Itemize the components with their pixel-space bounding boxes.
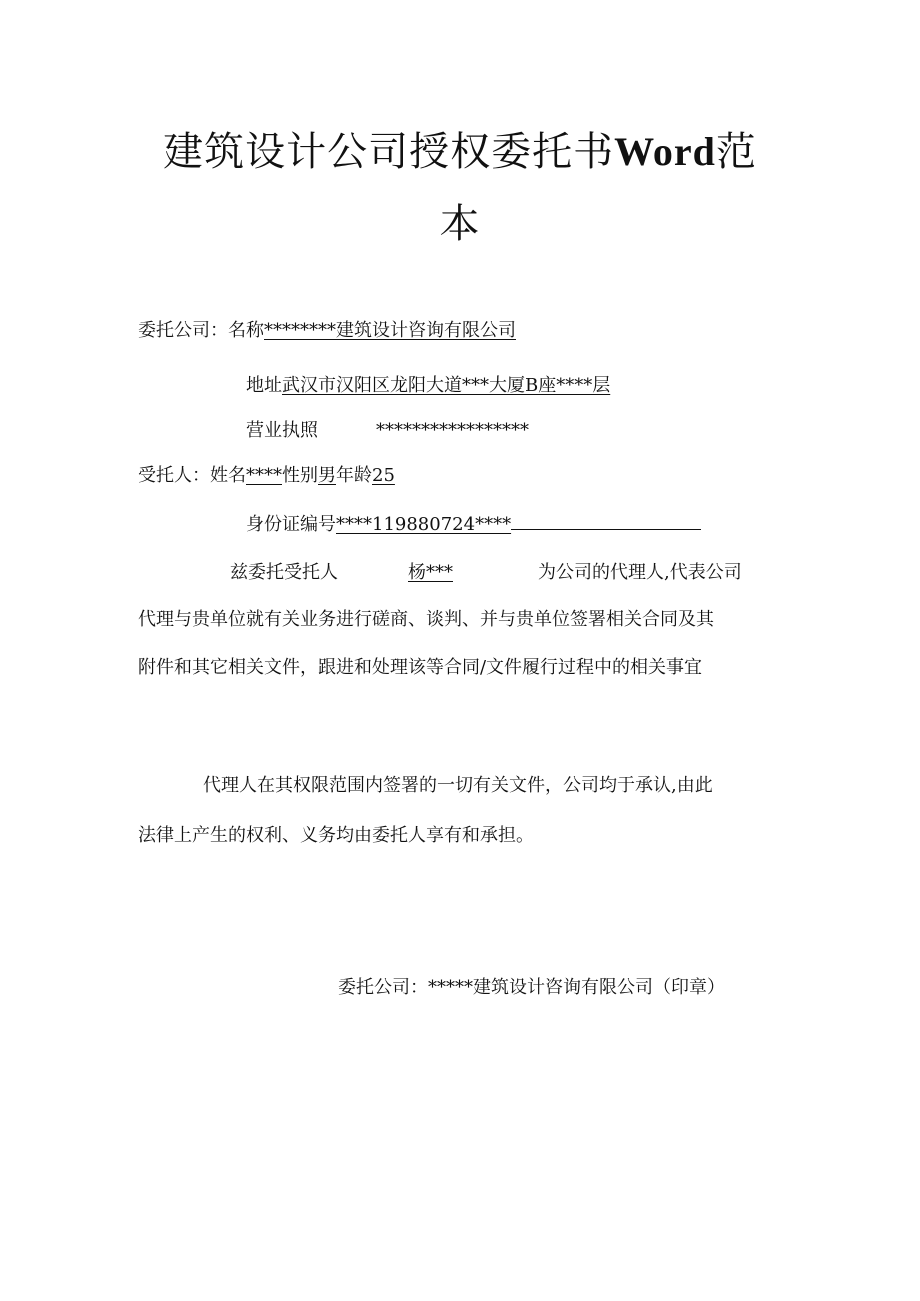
p1-line-3: 附件和其它相关文件，跟进和处理该等合同/文件履行过程中的相关事宜 — [138, 657, 703, 678]
title-text-latin: Word — [614, 129, 716, 174]
agent-gender-label: 性别 — [282, 465, 318, 486]
agent-id-blank-underline — [511, 510, 701, 530]
principal-name-value: ********建筑设计咨询有限公司 — [264, 320, 516, 341]
agent-name-value: **** — [246, 465, 282, 486]
agent-info-line — [138, 463, 395, 489]
principal-address-value: 武汉市汉阳区龙阳大道***大厦B座****层 — [282, 375, 611, 396]
principal-address-label: 地址 — [246, 375, 282, 396]
agent-label: 受托人： — [138, 465, 210, 486]
agent-gender-value: 男 — [318, 465, 336, 486]
p1-line-2: 代理与贵单位就有关业务进行磋商、谈判、并与贵单位签署相关合同及其 — [138, 609, 714, 630]
principal-name-label: 名称 — [228, 320, 264, 341]
document-title-line-2: 本 — [439, 201, 481, 247]
title-text-cn: 建筑设计公司授权委托书 — [163, 129, 615, 175]
p2-line-1: 代理人在其权限范围内签署的一切有关文件，公司均于承认,由此 — [203, 775, 713, 796]
principal-name-line — [138, 318, 516, 344]
signature-line: 委托公司：*****建筑设计咨询有限公司（印章） — [338, 977, 725, 998]
title-text-tail: 范 — [715, 129, 757, 175]
p1-line-1-end: 为公司的代理人,代表公司 — [538, 562, 742, 583]
agent-id-value: ****119880724**** — [336, 514, 512, 535]
principal-license-line — [246, 418, 529, 444]
p2-line-2: 法律上产生的权利、义务均由委托人享有和承担。 — [138, 825, 534, 846]
agent-id-line — [246, 510, 701, 538]
agent-name-label: 姓名 — [210, 465, 246, 486]
principal-license-label: 营业执照 — [246, 420, 318, 441]
p1-line-1-start: 兹委托受托人 — [230, 562, 338, 583]
agent-age-value: 25 — [372, 465, 395, 486]
p1-agent-name: 杨*** — [408, 562, 453, 583]
agent-age-label: 年龄 — [336, 465, 372, 486]
agent-id-label: 身份证编号 — [246, 514, 336, 535]
principal-address-line — [246, 373, 610, 399]
document-title-line-1 — [0, 128, 920, 176]
principal-label: 委托公司： — [138, 320, 228, 341]
principal-license-value: ***************** — [376, 420, 529, 441]
